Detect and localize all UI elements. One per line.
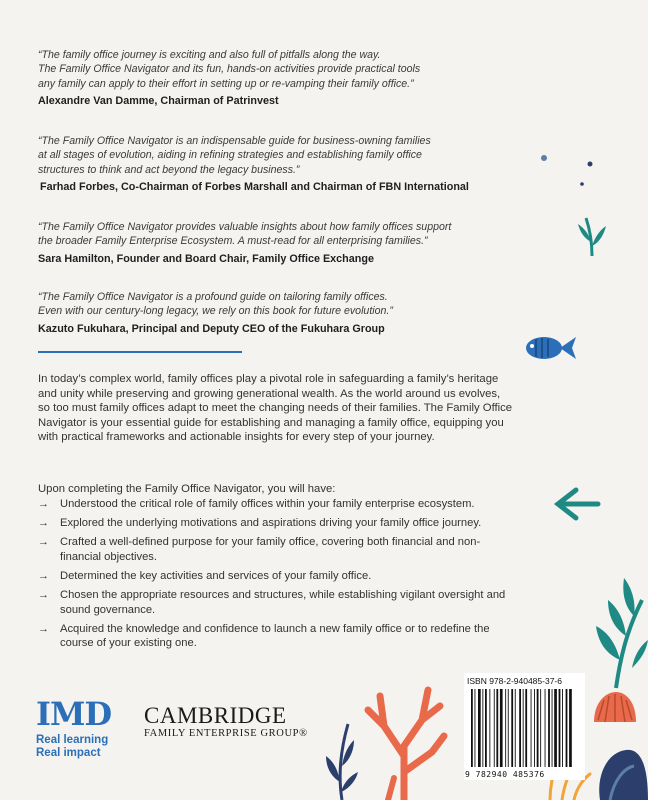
barcode-bar xyxy=(505,689,506,767)
barcode-bar xyxy=(519,689,521,767)
rock-icon xyxy=(590,724,648,800)
chevron-arrow-icon xyxy=(552,486,602,522)
barcode-bar xyxy=(500,689,503,767)
quote-text: “The Family Office Navigator is an indispensable guide for business-owning families at all stages of evolution, aiding in refining strategies and establishing family office structures to think and act beyond the legacy business.” xyxy=(38,135,431,176)
quote-1 xyxy=(38,48,508,108)
imd-tagline-2: Real impact xyxy=(36,747,101,759)
barcode-bar xyxy=(548,689,550,767)
isbn-label: ISBN 978-2-940485-37-6 xyxy=(467,676,562,686)
barcode-bar xyxy=(562,689,563,767)
list-item: → Crafted a well-defined purpose for your family office, covering both financial and non-financial objectives. xyxy=(38,536,481,563)
cambridge-subtitle: FAMILY ENTERPRISE GROUP® xyxy=(144,728,308,739)
barcode-bar xyxy=(559,689,561,767)
quote-author: Farhad Forbes, Co-Chairman of Forbes Marshall and Chairman of FBN International xyxy=(40,181,469,194)
bubbles-icon xyxy=(536,150,596,190)
barcode-bar xyxy=(515,689,516,767)
arrow-right-icon: → xyxy=(38,569,49,582)
arrow-right-icon: → xyxy=(38,536,49,549)
list-item: → Acquired the knowledge and confidence to launch a new family office or to redefine the course of your existing one. xyxy=(38,622,490,650)
barcode-bar xyxy=(540,689,541,767)
quote-3 xyxy=(38,220,508,266)
imd-logo xyxy=(36,695,112,760)
barcode-bar xyxy=(489,689,490,767)
barcode-bar xyxy=(545,689,546,767)
imd-wordmark: IMD xyxy=(36,695,112,733)
barcode-bar xyxy=(485,689,487,767)
barcode-bar xyxy=(534,689,535,767)
large-seaweed-icon xyxy=(576,560,648,690)
barcode-bar xyxy=(475,689,476,767)
arrow-right-icon: → xyxy=(38,517,49,530)
barcode-bar xyxy=(523,689,524,767)
barcode-bar xyxy=(569,689,572,767)
quote-2 xyxy=(38,134,508,194)
shell-icon xyxy=(590,688,640,728)
intro-paragraph: In today’s complex world, family offices play a pivotal role in safeguarding a family’s heritage and unity while preserving and growing generational wealth. As the world around us evolves, so too must family offices adapt to meet the changing needs of their families. The Family Office Navigator is your essential guide for establishing and managing a family office, equipping you with practical frameworks and actionable insights for every step of your journey. xyxy=(38,373,513,444)
list-item: → Understood the critical role of family offices within your family enterprise ecosystem. xyxy=(38,498,475,510)
barcode-bar xyxy=(508,689,509,767)
barcode-bar xyxy=(496,689,498,767)
list-item: → Explored the underlying motivations and aspirations driving your family office journey. xyxy=(38,517,482,530)
coral-icon xyxy=(358,676,450,800)
barcode-bar xyxy=(478,689,481,767)
barcode xyxy=(467,689,581,769)
barcode-bar xyxy=(537,689,539,767)
cambridge-title: CAMBRIDGE xyxy=(144,703,287,728)
divider-rule xyxy=(38,351,242,353)
seaweed-sprig-icon xyxy=(574,212,610,258)
barcode-bar xyxy=(552,689,553,767)
quote-author: Alexandre Van Damme, Chairman of Patrinvest xyxy=(38,95,279,108)
imd-tagline-1: Real learning xyxy=(36,734,109,746)
quote-text: “The Family Office Navigator is a profound guide on tailoring family offices. Even with our century-long legacy, we rely on this book for future evolution.” xyxy=(38,291,393,318)
barcode-bar xyxy=(471,689,473,767)
arrow-right-icon: → xyxy=(38,588,49,601)
outcomes-list xyxy=(38,497,513,655)
arrow-right-icon: → xyxy=(38,498,49,510)
quote-4 xyxy=(38,290,508,336)
quote-author: Kazuto Fukuhara, Principal and Deputy CEO of the Fukuhara Group xyxy=(38,322,385,335)
small-seaweed-icon xyxy=(318,716,362,800)
list-item: → Chosen the appropriate resources and structures, while establishing vigilant oversight and sound governance. xyxy=(38,588,506,616)
quote-author: Sara Hamilton, Founder and Board Chair, Family Office Exchange xyxy=(38,252,374,265)
barcode-bar xyxy=(511,689,513,767)
barcode-digits: 9 782940 485376 xyxy=(465,770,545,779)
barcode-bar xyxy=(554,689,557,767)
barcode-bar xyxy=(531,689,532,767)
quote-text: “The family office journey is exciting and also full of pitfalls along the way. The Family Office Navigator and its fun, hands-on activities provide practical tools any family can apply to their effort in setting up or re-vamping their family office.” xyxy=(38,49,421,90)
barcode-bar xyxy=(482,689,483,767)
list-item: → Determined the key activities and services of your family office. xyxy=(38,569,372,582)
barcode-bar xyxy=(566,689,568,767)
quote-text: “The Family Office Navigator provides valuable insights about how family offices support the broader Family Enterprise Ecosystem. A must-read for all enterprising families.” xyxy=(38,221,452,248)
cambridge-logo xyxy=(144,704,308,740)
barcode-bar xyxy=(525,689,527,767)
barcode-bar xyxy=(494,689,495,767)
arrow-right-icon: → xyxy=(38,622,49,635)
fish-icon xyxy=(522,333,578,363)
list-lead: Upon completing the Family Office Navigator, you will have: xyxy=(38,483,336,495)
